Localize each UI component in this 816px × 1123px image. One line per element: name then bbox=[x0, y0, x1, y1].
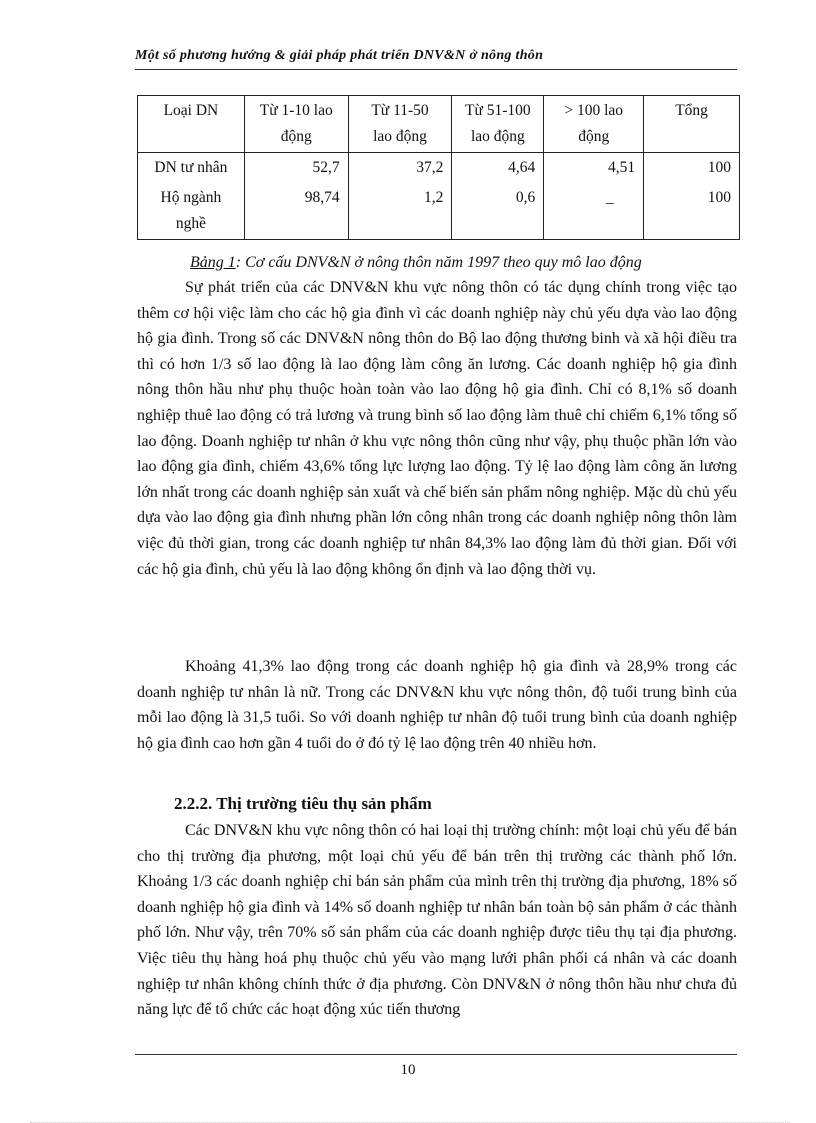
row-type-cell: Hộ ngành nghề bbox=[138, 183, 245, 240]
cell-value: _ bbox=[544, 183, 644, 240]
table-caption bbox=[190, 254, 642, 272]
cell-value: 4,64 bbox=[452, 153, 544, 184]
labor-structure-table bbox=[137, 95, 740, 240]
table-header-row bbox=[138, 96, 740, 153]
paragraph-text: Các DNV&N khu vực nông thôn có hai loại thị trường chính: một loại chủ yếu để bán cho thị trường địa phương, một loại chủ yếu để bán trên thị trường các thành phố lớn. Khoảng 1/3 các doanh nghiệp chỉ bán sản phẩm của mình trên thị trường địa phương, 18% số doanh nghiệp hộ gia đình và 14% số doanh nghiệp tư nhân bán toàn bộ sản phẩm ở các thành phố lớn. Như vậy, trên 70% số sản phẩm của các doanh nghiệp được tiêu thụ tại địa phương. Việc tiêu thụ hàng hoá phụ thuộc chủ yếu vào mạng lưới phân phối cá nhân và các doanh nghiệp tư nhân không chính thức ở địa phương. Còn DNV&N ở nông thôn hầu như chưa đủ năng lực để tổ chức các hoạt động xúc tiến thương bbox=[137, 822, 737, 1019]
paragraph-text: Sự phát triển của các DNV&N khu vực nông thôn có tác dụng chính trong việc tạo thêm cơ hội việc làm cho các hộ gia đình vì các doanh nghiệp này chủ yếu dựa vào lao động hộ gia đình. Trong số các DNV&N nông thôn do Bộ lao động thương binh và xã hội điều tra thì có hơn 1/3 số lao động là lao động làm công ăn lương. Các doanh nghiệp hộ gia đình nông thôn hầu như phụ thuộc hoàn toàn vào lao động hộ gia đình. Chỉ có 8,1% số doanh nghiệp thuê lao động có trả lương và trung bình số lao động làm thuê chỉ chiếm 6,1% tổng số lao động. Doanh nghiệp tư nhân ở khu vực nông thôn cũng như vậy, phụ thuộc phần lớn vào lao động gia đình, chiếm 43,6% tổng lực lượng lao động. Tỷ lệ lao động làm công ăn lương lớn nhất trong các doanh nghiệp sản xuất và chế biến sản phẩm nông nghiệp. Mặc dù chủ yếu dựa vào lao động gia đình nhưng phần lớn công nhân trong các doanh nghiệp nông thôn làm việc đủ thời gian, trong các doanh nghiệp tư nhân 84,3% lao động làm đủ thời gian. Đối với các hộ gia đình, chủ yếu là lao động không ổn định và lao động thời vụ. bbox=[137, 279, 737, 578]
header-cell-11-50: Từ 11-50 lao động bbox=[348, 96, 452, 153]
header-cell-1-10: Từ 1-10 lao động bbox=[244, 96, 348, 153]
paragraph-gender-age bbox=[137, 654, 737, 756]
cell-value: 0,6 bbox=[452, 183, 544, 240]
section-heading: 2.2.2. Thị trường tiêu thụ sản phẩm bbox=[174, 794, 432, 813]
paragraph-market bbox=[137, 818, 737, 1023]
row-type-cell: DN tư nhân bbox=[138, 153, 245, 184]
table-row bbox=[138, 183, 740, 240]
header-cell-over-100: > 100 lao động bbox=[544, 96, 644, 153]
cell-total: 100 bbox=[644, 153, 740, 184]
paragraph-text: Khoảng 41,3% lao động trong các doanh nghiệp hộ gia đình và 28,9% trong các doanh nghiệp tư nhân là nữ. Trong các DNV&N khu vực nông thôn, độ tuổi trung bình của mỗi lao động là 31,5 tuổi. So với doanh nghiệp tư nhân độ tuổi trung bình của doanh nghiệp hộ gia đình cao hơn gần 4 tuổi do ở đó tỷ lệ lao động trên 40 nhiều hơn. bbox=[137, 658, 737, 752]
header-cell-51-100: Từ 51-100 lao động bbox=[452, 96, 544, 153]
paragraph-employment bbox=[137, 275, 737, 582]
running-header: Một số phương hướng & giải pháp phát triển DNV&N ở nông thôn bbox=[135, 48, 544, 63]
cell-value: 4,51 bbox=[544, 153, 644, 184]
cell-value: 52,7 bbox=[244, 153, 348, 184]
page-number: 10 bbox=[400, 1062, 416, 1078]
cell-value: 37,2 bbox=[348, 153, 452, 184]
footer-divider bbox=[135, 1054, 737, 1055]
cell-total: 100 bbox=[644, 183, 740, 240]
header-divider bbox=[135, 69, 737, 70]
header-cell-type: Loại DN bbox=[138, 96, 245, 153]
caption-label: Bảng 1 bbox=[190, 254, 236, 271]
cell-value: 98,74 bbox=[244, 183, 348, 240]
header-cell-total: Tổng bbox=[644, 96, 740, 153]
caption-text: : Cơ cấu DNV&N ở nông thôn năm 1997 theo quy mô lao động bbox=[235, 254, 642, 271]
cell-value: 1,2 bbox=[348, 183, 452, 240]
table-row bbox=[138, 153, 740, 184]
